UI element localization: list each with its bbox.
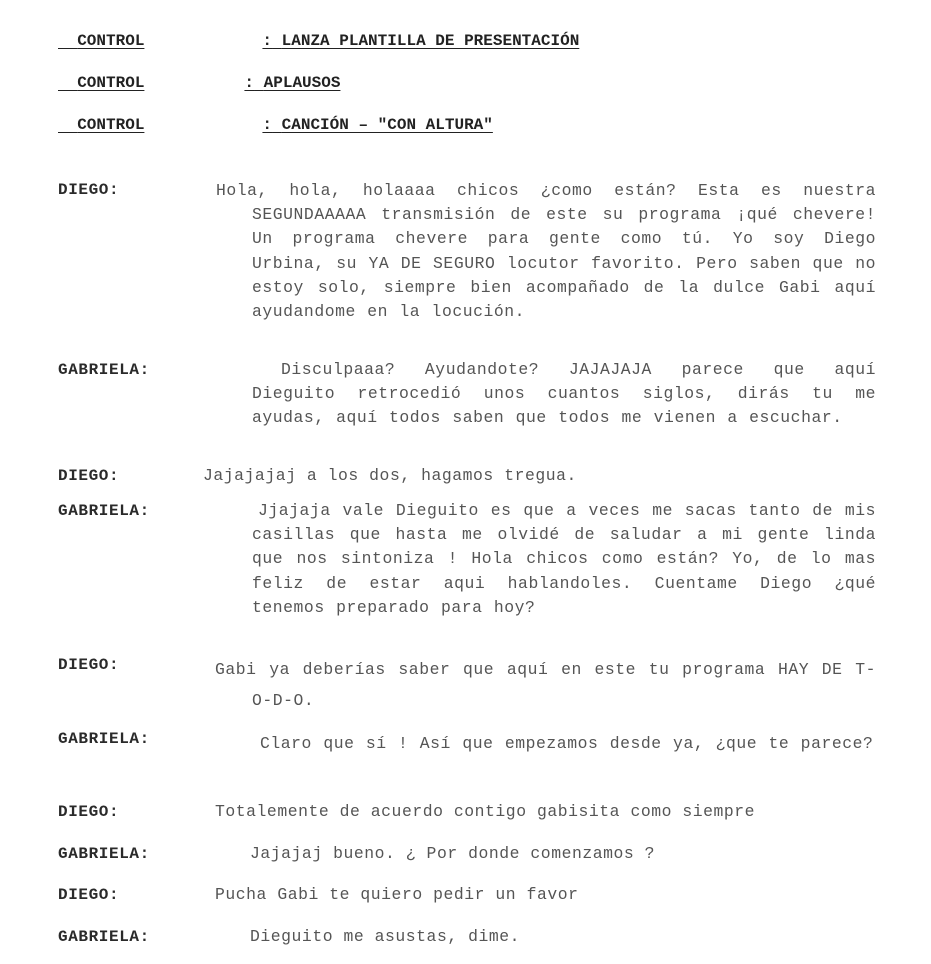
speaker-label: DIEGO: bbox=[58, 886, 120, 904]
dialogue-text: Jjajaja vale Dieguito es que a veces me sacas tanto de mis casillas que hasta me olvidé de saludar a mi gente linda que nos sintoniza ! Hola chicos como están? Yo, de lo mas feliz de estar aqui hablandoles. Cuentame Diego ¿qué tenemos preparado para hoy? bbox=[252, 501, 876, 617]
dialogue-text: Gabi ya deberías saber que aquí en este tu programa HAY DE T-O-D-O. bbox=[215, 660, 876, 710]
control-separator: : bbox=[244, 74, 255, 92]
speaker-label: DIEGO: bbox=[58, 803, 120, 821]
control-line-1 bbox=[58, 14, 579, 50]
speaker-label: GABRIELA: bbox=[58, 928, 150, 946]
control-separator: : bbox=[262, 32, 273, 50]
speaker-label: GABRIELA: bbox=[58, 730, 150, 748]
speaker-label: DIEGO: bbox=[58, 656, 120, 674]
control-line-3 bbox=[58, 98, 493, 134]
speaker-label: DIEGO: bbox=[58, 467, 120, 485]
control-label: CONTROL bbox=[77, 74, 145, 92]
dialogue-text: Claro que sí ! Así que empezamos desde ya, ¿que te parece? bbox=[260, 734, 874, 753]
control-label: CONTROL bbox=[77, 32, 145, 50]
dialogue-text: Dieguito me asustas, dime. bbox=[250, 927, 521, 946]
control-text: CANCIÓN – "CON ALTURA" bbox=[281, 116, 493, 134]
control-line-2 bbox=[58, 56, 340, 92]
dialogue-text: Jajajaj bueno. ¿ Por donde comenzamos ? bbox=[250, 844, 656, 863]
control-separator: : bbox=[262, 116, 273, 134]
control-label: CONTROL bbox=[77, 116, 145, 134]
speaker-label: DIEGO: bbox=[58, 181, 120, 199]
speaker-label: GABRIELA: bbox=[58, 502, 150, 520]
dialogue-text: Totalemente de acuerdo contigo gabisita como siempre bbox=[215, 802, 756, 821]
speaker-label: GABRIELA: bbox=[58, 845, 150, 863]
control-text: APLAUSOS bbox=[263, 74, 341, 92]
speaker-label: GABRIELA: bbox=[58, 361, 150, 379]
dialogue-text: Pucha Gabi te quiero pedir un favor bbox=[215, 885, 579, 904]
dialogue-text: Disculpaaa? Ayudandote? JAJAJAJA parece que aquí Dieguito retrocedió unos cuantos siglos, dirás tu me ayudas, aquí todos saben que todos me vienen a escuchar. bbox=[252, 360, 876, 428]
dialogue-text: Jajajajaj a los dos, hagamos tregua. bbox=[203, 466, 577, 485]
dialogue-text: Hola, hola, holaaaa chicos ¿como están? Esta es nuestra SEGUNDAAAAA transmisión de este su programa ¡qué chevere! Un programa chevere para gente como tú. Yo soy Diego Urbina, su YA DE SEGURO locutor favorito. Pero saben que no estoy solo, siempre bien acompañado de la dulce Gabi aquí ayudandome en la locución. bbox=[216, 181, 876, 322]
control-text: LANZA PLANTILLA DE PRESENTACIÓN bbox=[281, 32, 580, 50]
